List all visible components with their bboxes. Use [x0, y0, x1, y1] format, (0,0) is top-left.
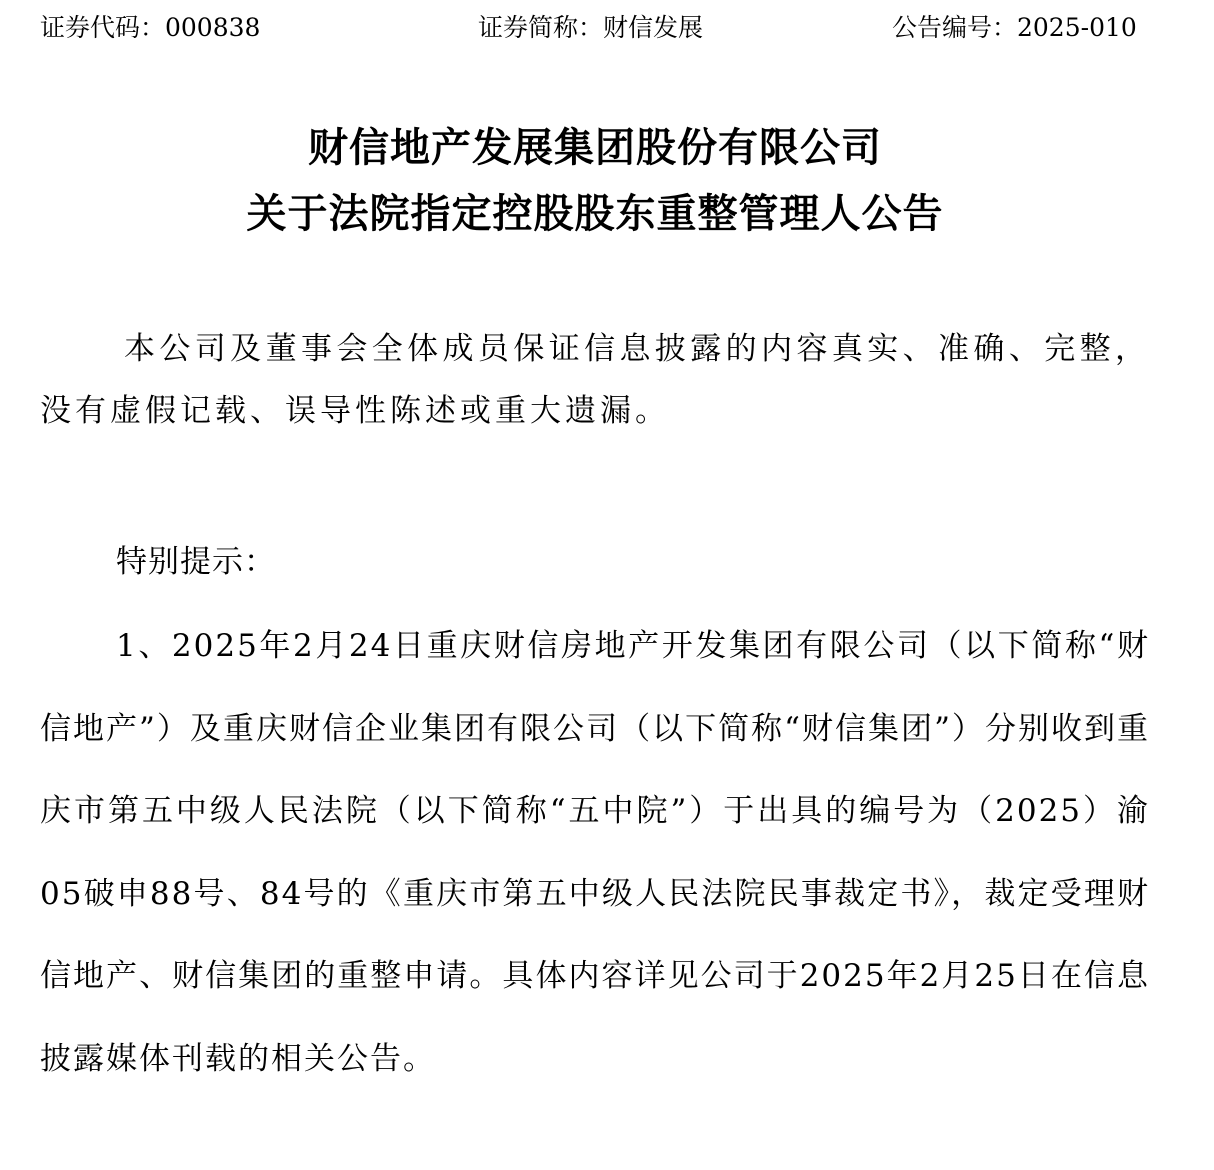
special-notice-label: 特别提示： [116, 544, 276, 580]
document-title-line-2: 关于法院指定控股股东重整管理人公告 [246, 191, 944, 237]
document-header [0, 10, 1214, 46]
board-declaration: 本公司及董事会全体成员保证信息披露的内容真实、准确、完整，没有虚假记载、误导性陈述或重大遗漏。 [40, 331, 1150, 429]
security-code: 证券代码：000838 [40, 13, 261, 42]
security-abbreviation: 证券简称：财信发展 [478, 13, 704, 42]
document-title-line-1: 财信地产发展集团股份有限公司 [308, 125, 882, 171]
notice-item: 1、2025年2月24日重庆财信房地产开发集团有限公司（以下简称“财信地产”）及重庆财信企业集团有限公司（以下简称“财信集团”）分别收到重庆市第五中级人民法院（以下简称“五中院”）于出具的编号为（2025）渝05破申88号、84号的《重庆市第五中级人民法院民事裁定书》，裁定受理财信地产、财信集团的重整申请。具体内容详见公司于2025年2月25日在信息披露媒体刊载的相关公告。 [40, 628, 1150, 1077]
announcement-number: 公告编号：2025-010 [892, 13, 1137, 42]
